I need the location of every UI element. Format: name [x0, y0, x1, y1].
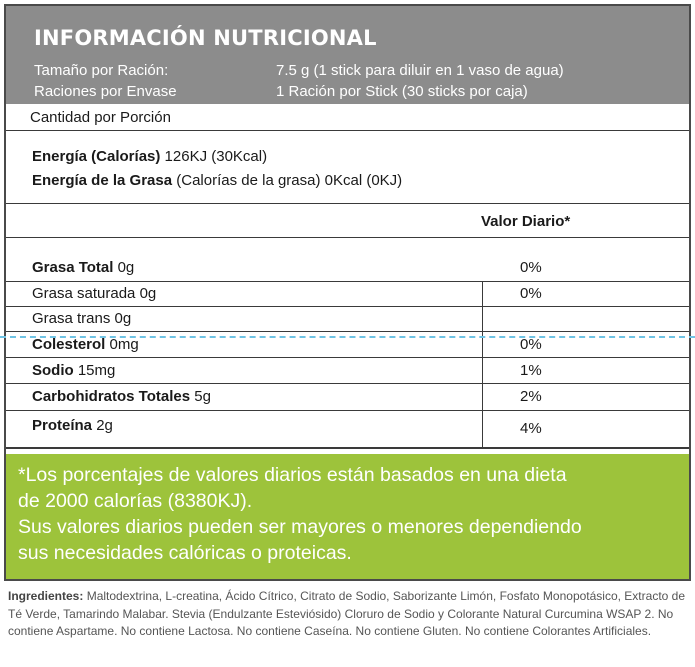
- divider: [6, 447, 689, 449]
- nutrient-amount: 0g: [117, 259, 135, 276]
- column-divider: [482, 281, 483, 447]
- nutrient-amount: 0g: [114, 310, 132, 327]
- footnote-line: Sus valores diarios pueden ser mayores o menores dependiendo: [18, 516, 582, 538]
- ingredients-list: Maltodextrina, L-creatina, Ácido Cítrico, Citrato de Sodio, Saborizante Limón, Fosfato Monopotásico, Extracto de Té Verde, Tamarindo Malabar. Stevia (Endulzante Esteviósido) Cloruro de Sodio y Colorante Natural Curcumina WSAP 2. No contiene Aspartame. No contiene Lactosa. No contiene Caseína. No contiene Gluten. No contiene Colorantes Artificiales.: [8, 589, 686, 638]
- divider: [6, 383, 689, 384]
- nutrient-name: Carbohidratos Totales: [32, 388, 191, 405]
- nutrient-row: [32, 310, 131, 327]
- divider: [6, 357, 689, 358]
- nutrient-row: [32, 388, 211, 405]
- footnote-box: [6, 454, 689, 579]
- divider: [6, 281, 689, 282]
- nutrition-facts-panel: [4, 4, 691, 581]
- nutrient-dv: 0%: [520, 336, 542, 353]
- nutrient-row: [32, 259, 134, 276]
- nutrient-dv: 4%: [520, 420, 542, 437]
- servings-label: Raciones por Envase: [34, 83, 177, 100]
- nutrient-amount: 5g: [194, 388, 211, 405]
- nutrient-row: [32, 417, 113, 434]
- nutrient-dv: 1%: [520, 362, 542, 379]
- divider: [6, 237, 689, 238]
- divider: [6, 130, 689, 131]
- nutrient-name: Grasa saturada: [32, 285, 136, 302]
- serving-size-label: Tamaño por Ración:: [34, 62, 169, 79]
- divider: [6, 306, 689, 307]
- nutrient-row: [32, 285, 156, 302]
- nutrient-name: Grasa Total: [32, 259, 114, 276]
- amount-per-serving-label: Cantidad por Porción: [30, 109, 171, 126]
- nutrient-name: Sodio: [32, 362, 74, 379]
- energy-row: [32, 148, 267, 165]
- footnote-line: *Los porcentajes de valores diarios están basados en una dieta: [18, 464, 567, 486]
- nutrient-name: Proteína: [32, 417, 93, 434]
- nutrient-amount: 0g: [139, 285, 157, 302]
- energy-value: 126KJ (30Kcal): [164, 148, 268, 165]
- nutrient-dv: 2%: [520, 388, 542, 405]
- nutrient-name: Colesterol: [32, 336, 106, 353]
- serving-size-value: 7.5 g (1 stick para diluir en 1 vaso de agua): [276, 62, 564, 79]
- footnote-line: de 2000 calorías (8380KJ).: [18, 490, 253, 512]
- divider: [6, 331, 689, 332]
- fat-energy-label: Energía de la Grasa: [32, 172, 173, 189]
- ingredients-text: [8, 588, 688, 641]
- fat-energy-value: (Calorías de la grasa) 0Kcal (0KJ): [176, 172, 403, 189]
- nutrient-amount: 2g: [96, 417, 113, 434]
- nutrient-amount: 15mg: [77, 362, 116, 379]
- nutrient-dv: 0%: [520, 285, 542, 302]
- nutrient-row: [32, 336, 139, 353]
- nutrition-title: INFORMACIÓN NUTRICIONAL: [34, 26, 377, 50]
- ingredients-label: Ingredientes:: [8, 589, 84, 603]
- guide-line: [0, 336, 695, 338]
- nutrition-header: [6, 6, 689, 104]
- nutrient-amount: 0mg: [109, 336, 139, 353]
- nutrient-dv: 0%: [520, 259, 542, 276]
- servings-value: 1 Ración por Stick (30 sticks por caja): [276, 83, 528, 100]
- footnote-line: sus necesidades calóricas o proteicas.: [18, 542, 352, 564]
- energy-label: Energía (Calorías): [32, 148, 161, 165]
- daily-value-header: Valor Diario*: [481, 213, 571, 230]
- divider: [6, 203, 689, 204]
- nutrient-name: Grasa trans: [32, 310, 111, 327]
- fat-energy-row: [32, 172, 402, 189]
- divider: [6, 410, 689, 411]
- nutrient-row: [32, 362, 115, 379]
